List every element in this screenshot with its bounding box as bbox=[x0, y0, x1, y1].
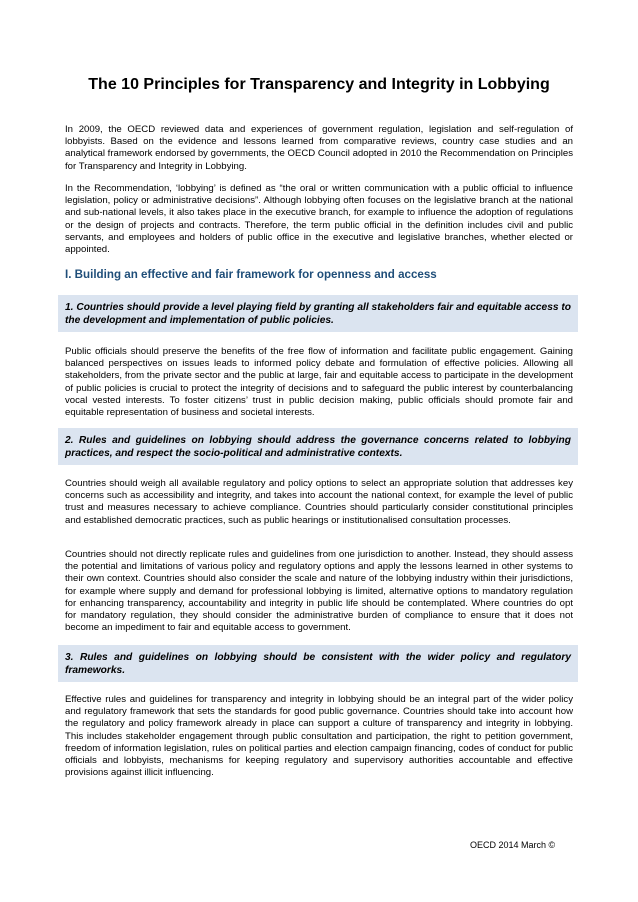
document-title: The 10 Principles for Transparency and Integrity in Lobbying bbox=[88, 76, 550, 93]
principle-2-paragraph-1: Countries should weigh all available regulatory and policy options to select an appropriate solution that addresses key concerns such as accessibility and integrity, and takes into account the national context, for example the level of public trust and measures necessary to achieve compliance. Countries should particularly consider constitutional principles and established democratic practices, such as public hearings or institutionalised consultation processes. bbox=[65, 478, 573, 526]
principle-2-paragraph-2: Countries should not directly replicate rules and guidelines from one jurisdiction to another. Instead, they should assess the potential and limitations of various policy and regulatory options and apply the lessons learned in other systems to their own context. Countries should also consider the scale and nature of the lobbying industry within their jurisdictions, for example where supply and demand for professional lobbying is limited, alternative options to mandatory regulation for enhancing transparency, accountability and integrity in public life should be contemplated. Where countries do opt for mandatory regulation, they should consider the administrative burden of compliance to ensure that it does not become an impediment to fair and equitable access to government. bbox=[65, 549, 573, 634]
intro-paragraph-1: In 2009, the OECD reviewed data and experiences of government regulation, legislation and self-regulation of lobbyists. Based on the evidence and lessons learned from comparative reviews, country case studies and an analytical framework endorsed by governments, the OECD Council adopted in 2010 the Recommendation on Principles for Transparency and Integrity in Lobbying. bbox=[65, 124, 573, 172]
principle-2-statement: 2. Rules and guidelines on lobbying should address the governance concerns related to lobbying practices, and respect the socio-political and administrative contexts. bbox=[65, 435, 571, 459]
footer-copyright: OECD 2014 March © bbox=[470, 840, 556, 850]
principle-1-statement: 1. Countries should provide a level playing field by granting all stakeholders fair and equitable access to the development and implementation of public policies. bbox=[65, 302, 571, 326]
principle-2-box bbox=[58, 428, 578, 465]
section-heading: I. Building an effective and fair framework for openness and access bbox=[65, 268, 437, 281]
principle-3-statement: 3. Rules and guidelines on lobbying should be consistent with the wider policy and regulatory frameworks. bbox=[65, 652, 571, 676]
principle-1-paragraph-1: Public officials should preserve the benefits of the free flow of information and facilitate public engagement. Gaining balanced perspectives on issues leads to informed policy debate and formulation of effective policies. Allowing all stakeholders, from the private sector and the public at large, fair and equitable access to participate in the development of public policies is crucial to protect the integrity of decisions and to safeguard the public interest by counterbalancing vocal vested interests. To foster citizens’ trust in public decision making, public officials should promote fair and equitable representation of business and societal interests. bbox=[65, 346, 573, 419]
principle-3-paragraph-1: Effective rules and guidelines for transparency and integrity in lobbying should be an integral part of the wider policy and regulatory framework that sets the standards for good public governance. Countries should take into account how the regulatory and policy framework already in place can support a culture of transparency and integrity in lobbying. This includes stakeholder engagement through public consultation and participation, the right to petition government, freedom of information legislation, rules on political parties and election campaign financing, codes of conduct for public officials and lobbyists, mechanisms for keeping regulatory and supervisory authorities accountable and effective provisions against illicit influencing. bbox=[65, 694, 573, 779]
principle-1-box bbox=[58, 295, 578, 332]
intro-paragraph-2: In the Recommendation, ‘lobbying’ is defined as “the oral or written communication with a public official to influence legislation, policy or administrative decisions”. Although lobbying often focuses on the legislative branch at the national and sub-national levels, it also takes place in the executive branch, for example to influence the adoption of regulations or the design of projects and contracts. Therefore, the term public official in the definition includes civil and public servants, and employees and holders of public office in the executive and legislative branches, whether elected or appointed. bbox=[65, 183, 573, 256]
principle-3-box bbox=[58, 645, 578, 682]
